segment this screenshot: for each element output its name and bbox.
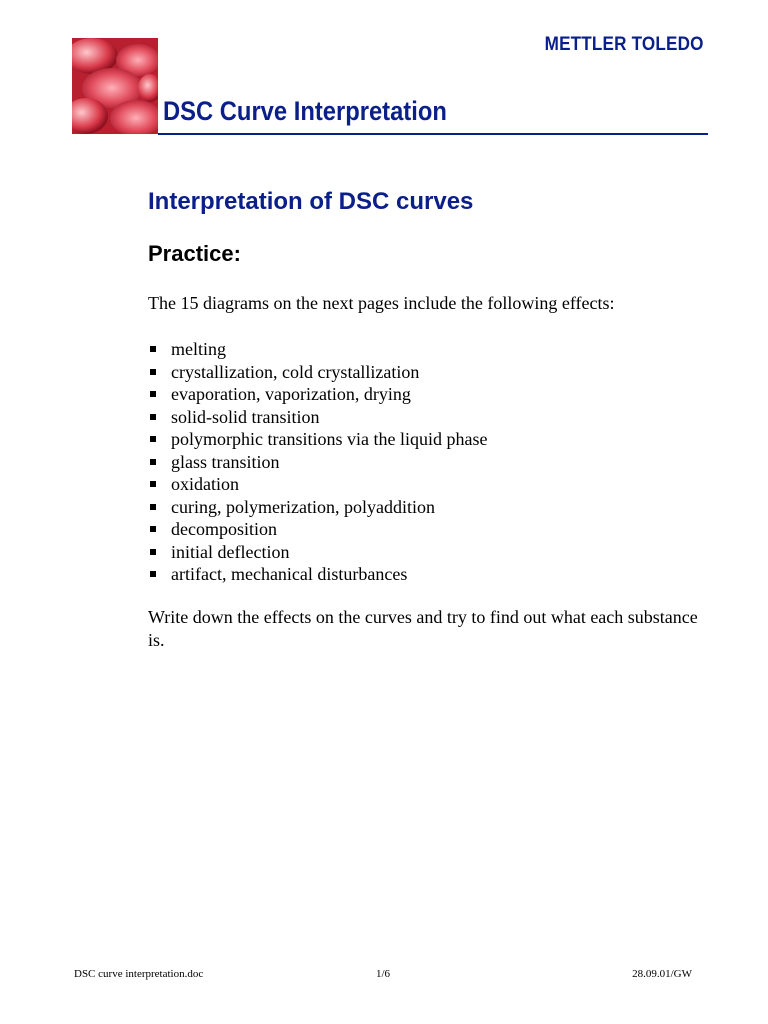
list-item-label: melting (171, 339, 226, 359)
list-item (148, 428, 487, 451)
footer-page-number: 1/6 (376, 968, 391, 980)
list-item-label: polymorphic transitions via the liquid phase (171, 429, 488, 449)
bullet-icon (150, 481, 156, 487)
list-item (148, 451, 487, 474)
list-item (148, 473, 487, 496)
intro-paragraph: The 15 diagrams on the next pages include the following effects: (148, 293, 615, 313)
bullet-icon (150, 391, 156, 397)
list-item-label: crystallization, cold crystallization (171, 361, 420, 382)
list-item-label: artifact, mechanical disturbances (171, 564, 408, 584)
bullet-icon (150, 436, 156, 442)
list-item (148, 496, 487, 519)
document-title: DSC Curve Interpretation (163, 96, 447, 126)
bullet-icon (150, 369, 156, 375)
list-item (148, 563, 487, 586)
list-item-label: initial deflection (171, 541, 290, 562)
list-item-label: curing, polymerization, polyaddition (171, 496, 435, 517)
section-heading: Interpretation of DSC curves (148, 188, 474, 215)
bullet-icon (150, 459, 156, 465)
list-item-label: oxidation (171, 474, 239, 494)
header-divider (158, 133, 708, 135)
list-item (148, 338, 487, 361)
header-photo (72, 38, 158, 134)
footer-date: 28.09.01/GW (632, 968, 692, 980)
effects-list (148, 338, 487, 586)
footer-filename: DSC curve interpretation.doc (74, 968, 204, 980)
bullet-icon (150, 571, 156, 577)
bullet-icon (150, 346, 156, 352)
list-item-label: decomposition (171, 519, 277, 539)
practice-heading: Practice: (148, 241, 241, 266)
list-item (148, 383, 487, 406)
instruction-paragraph: Write down the effects on the curves and try to find out what each substance is. (148, 607, 698, 650)
brand-logo: METTLER TOLEDO (545, 34, 704, 55)
bullet-icon (150, 526, 156, 532)
bullet-icon (150, 549, 156, 555)
list-item (148, 518, 487, 541)
bullet-icon (150, 504, 156, 510)
list-item-label: solid-solid transition (171, 406, 320, 427)
list-item (148, 406, 487, 429)
bullet-icon (150, 414, 156, 420)
list-item-label: glass transition (171, 451, 280, 472)
list-item-label: evaporation, vaporization, drying (171, 384, 411, 404)
list-item (148, 541, 487, 564)
list-item (148, 361, 487, 384)
